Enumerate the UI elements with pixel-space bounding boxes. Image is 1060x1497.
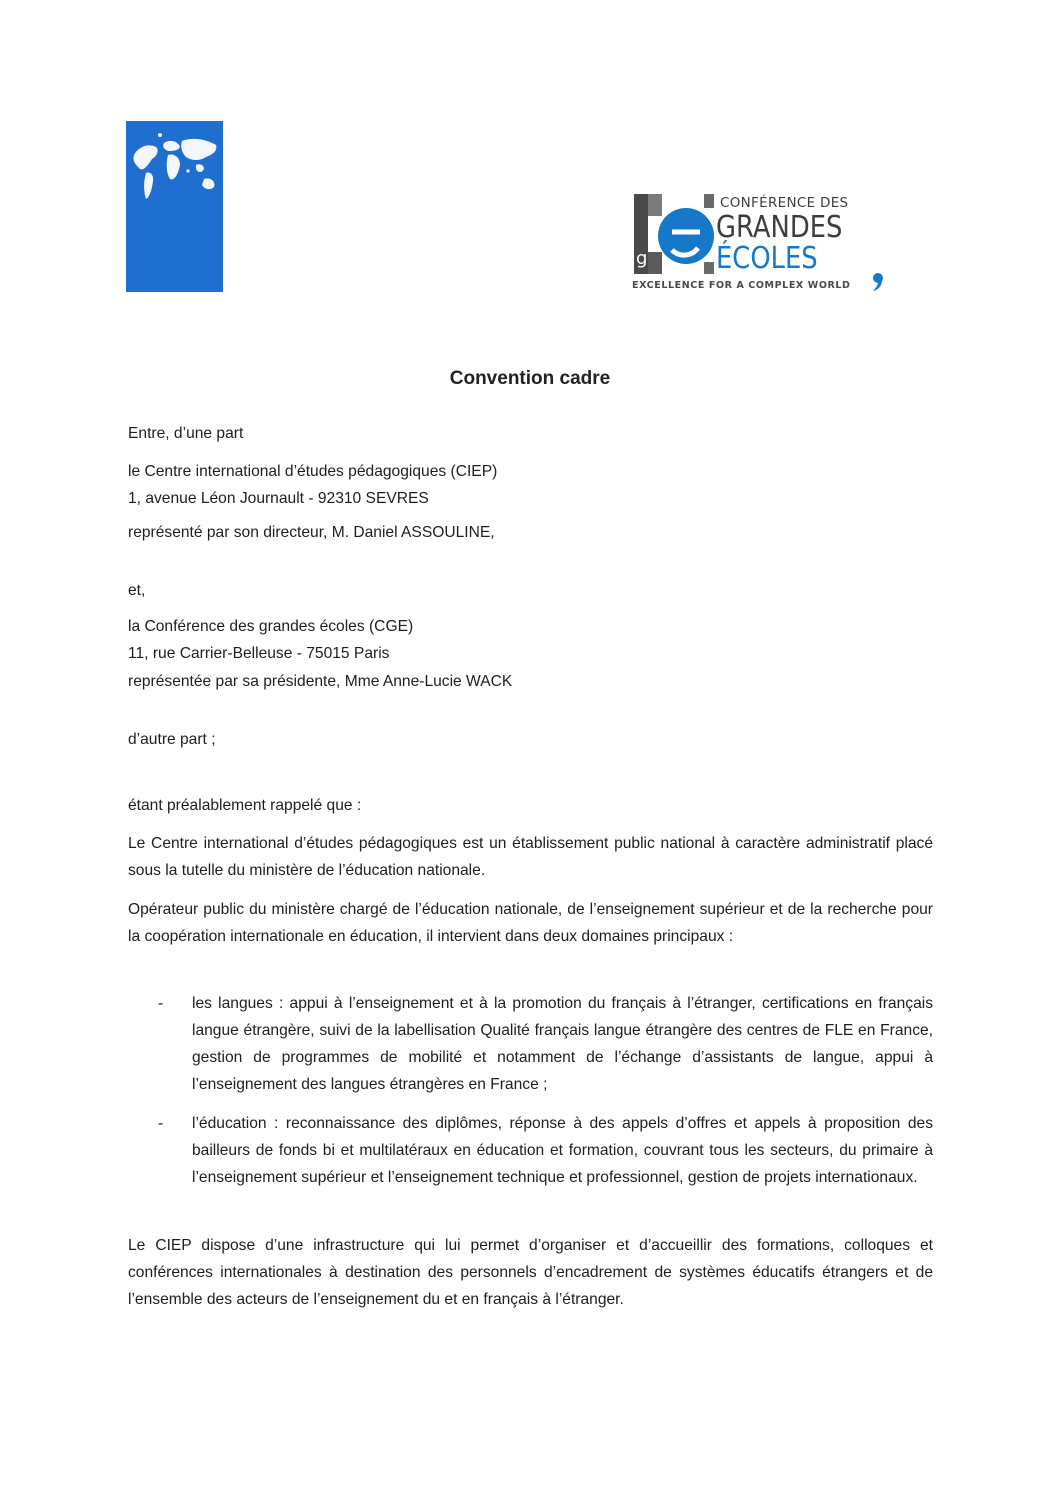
party1-representative: représenté par son directeur, M. Daniel ASSOULINE, (128, 524, 495, 541)
other-part-line: d’autre part ; (128, 731, 216, 748)
comma-icon (870, 272, 886, 292)
party2-address: 11, rue Carrier-Belleuse - 75015 Paris (128, 645, 390, 662)
party1-address: 1, avenue Léon Journault - 92310 SEVRES (128, 490, 429, 507)
bullet-item-languages: les langues : appui à l’enseignement et à la promotion du français à l’étranger, certifications en français langue étrangère, suivi de la labellisation Qualité français langue étrangère des centres de FLE en France, gestion de programmes de mobilité et notamment de l’échange d’assistants de langue, appui à l’enseignement des langues étrangères en France ; (192, 995, 933, 1093)
cge-emblem-icon (632, 192, 716, 276)
and-line: et, (128, 582, 146, 599)
paragraph-1: Le Centre international d’études pédagogiques est un établissement public national à caractère administratif placé sous la tutelle du ministère de l’éducation nationale. (128, 835, 933, 879)
bullet-item-education: l’éducation : reconnaissance des diplômes, réponse à des appels d’offres et appels à proposition des bailleurs de fonds bi et multilatéraux en éducation et formation, couvrant tous les secteurs, du primaire à l’enseignement supérieur et l’enseignement technique et professionnel, gestion de projets internationaux. (192, 1115, 933, 1186)
party1-name: le Centre international d’études pédagogiques (CIEP) (128, 463, 498, 480)
cge-logo-line3: ÉCOLES (716, 241, 818, 276)
svg-text:g: g (636, 248, 648, 269)
world-map-icon (126, 121, 223, 231)
paragraph-3: Le CIEP dispose d’une infrastructure qui lui permet d’organiser et d’accueillir des formations, colloques et conférences internationales à destination des personnels d’encadrement de systèmes éducatifs étrangers et de l’ensemble des acteurs de l’enseignement du et en français à l’étranger. (128, 1237, 933, 1308)
recital-intro: étant préalablement rappelé que : (128, 797, 362, 814)
document-title: Convention cadre (449, 368, 611, 389)
cge-logo-line1: CONFÉRENCE DES (720, 195, 849, 211)
bullet-marker: - (158, 995, 164, 1012)
bullet-marker: - (158, 1115, 164, 1132)
ciep-logo (126, 121, 223, 343)
ciep-logo-text: CIeP (148, 317, 201, 343)
party2-representative: représentée par sa présidente, Mme Anne-Lucie WACK (128, 673, 513, 690)
between-line: Entre, d’une part (128, 425, 244, 442)
cge-logo-tagline: EXCELLENCE FOR A COMPLEX WORLD (632, 280, 851, 291)
paragraph-2: Opérateur public du ministère chargé de l’éducation nationale, de l’enseignement supérieur et de la recherche pour la coopération internationale en éducation, il intervient dans deux domaines principaux : (128, 901, 933, 945)
cge-logo (632, 192, 892, 298)
party2-name: la Conférence des grandes écoles (CGE) (128, 618, 414, 635)
cge-logo-line2: GRANDES (716, 210, 843, 245)
